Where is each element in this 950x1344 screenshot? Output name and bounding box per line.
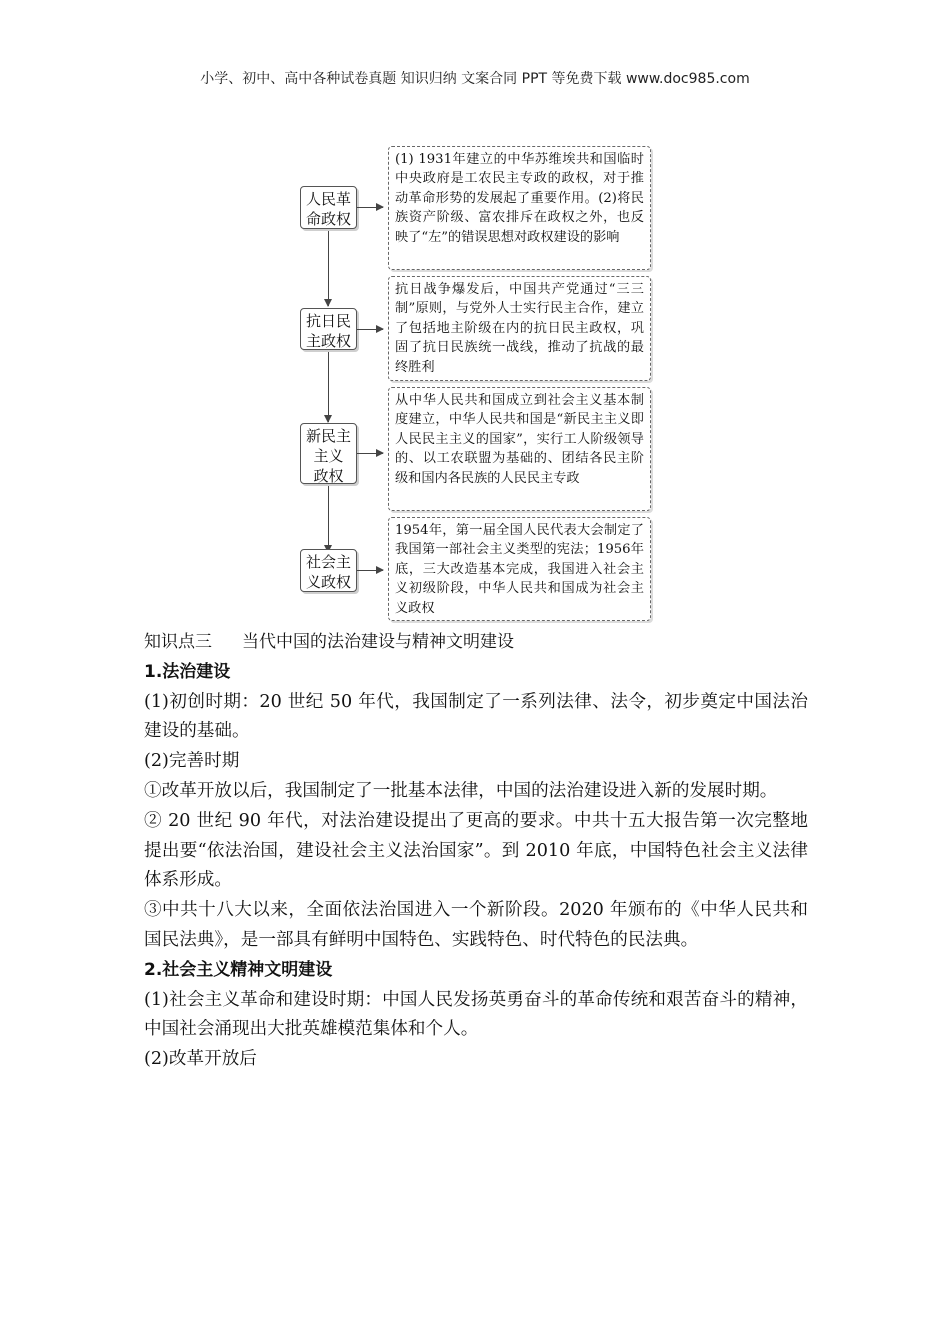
desc-box-4: 1954年，第一届全国人民代表大会制定了我国第一部社会主义类型的宪法；1956年底，三大改造基本完成，我国进入社会主义初级阶段，中华人民共和国成为社会主义政权 bbox=[388, 517, 651, 621]
connector-arrow-1 bbox=[357, 207, 383, 208]
node-label: 命政权 bbox=[305, 210, 351, 228]
main-content bbox=[144, 628, 808, 1075]
node-label: 抗日民 bbox=[305, 312, 351, 330]
desc-box-1: (1) 1931年建立的中华苏维埃共和国临时中央政府是工农民主专政的政权，对于推动革命形势的发展起了重要作用。(2)将民族资产阶级、富农排斥在政权之外，也反映了“左”的错误思想对政权建设的影响 bbox=[388, 146, 651, 270]
flow-arrow-3 bbox=[328, 484, 329, 552]
kp-label: 知识点三 bbox=[144, 632, 212, 652]
section-heading-rule-of-law: 1.法治建设 bbox=[144, 661, 231, 682]
desc-box-3: 从中华人民共和国成立到社会主义基本制度建立，中华人民共和国是“新民主主义即人民民主主义的国家”，实行工人阶级领导的、以工农联盟为基础的、团结各民主阶级和国内各民族的人民民主专政 bbox=[388, 387, 651, 511]
paragraph: ③中共十八大以来，全面依法治国进入一个新阶段。2020 年颁布的《中华人民共和国民法典》，是一部具有鲜明中国特色、实践特色、时代特色的民法典。 bbox=[144, 900, 808, 950]
political-power-flow-diagram bbox=[296, 146, 652, 622]
paragraph: ② 20 世纪 90 年代，对法治建设提出了更高的要求。中共十五大报告第一次完整地提出要“依法治国，建设社会主义法治国家”。到 2010 年底，中国特色社会主义法律体系形成。 bbox=[144, 810, 808, 891]
paragraph: (1)社会主义革命和建设时期：中国人民发扬英勇奋斗的革命传统和艰苦奋斗的精神，中国社会涌现出大批英雄模范集体和个人。 bbox=[144, 989, 808, 1040]
node-people-revolutionary-power bbox=[300, 186, 357, 229]
node-new-democratic-power bbox=[300, 423, 357, 484]
flow-arrow-1 bbox=[328, 229, 329, 306]
node-label: 人民革 bbox=[305, 190, 351, 208]
node-label: 义政权 bbox=[305, 573, 351, 591]
node-label: 政权 bbox=[313, 467, 344, 485]
section-heading-spiritual-civilization: 2.社会主义精神文明建设 bbox=[144, 959, 333, 980]
paragraph: (2)完善时期 bbox=[144, 751, 240, 772]
node-label: 新民主 bbox=[305, 427, 351, 445]
page-header: 小学、初中、高中各种试卷真题 知识归纳 文案合同 PPT 等免费下载 www.doc985.com bbox=[200, 71, 750, 87]
node-label: 主政权 bbox=[305, 332, 351, 350]
paragraph: ①改革开放以后，我国制定了一批基本法律，中国的法治建设进入新的发展时期。 bbox=[144, 780, 778, 801]
connector-arrow-3 bbox=[357, 453, 383, 454]
paragraph: (1)初创时期：20 世纪 50 年代，我国制定了一系列法律、法令，初步奠定中国法治建设的基础。 bbox=[144, 691, 808, 742]
desc-box-2: 抗日战争爆发后，中国共产党通过“三三制”原则，与党外人士实行民主合作，建立了包括地主阶级在内的抗日民主政权，巩固了抗日民族统一战线，推动了抗战的最终胜利 bbox=[388, 276, 651, 381]
paragraph: (2)改革开放后 bbox=[144, 1049, 257, 1070]
node-label: 社会主 bbox=[305, 553, 351, 571]
kp-title: 当代中国的法治建设与精神文明建设 bbox=[242, 632, 514, 652]
knowledge-point-title bbox=[144, 628, 808, 658]
node-anti-japanese-power bbox=[300, 308, 357, 350]
flow-arrow-2 bbox=[328, 350, 329, 422]
node-socialist-power bbox=[300, 549, 357, 592]
connector-arrow-2 bbox=[357, 329, 383, 330]
node-label: 主义 bbox=[313, 447, 344, 465]
connector-arrow-4 bbox=[357, 570, 383, 571]
